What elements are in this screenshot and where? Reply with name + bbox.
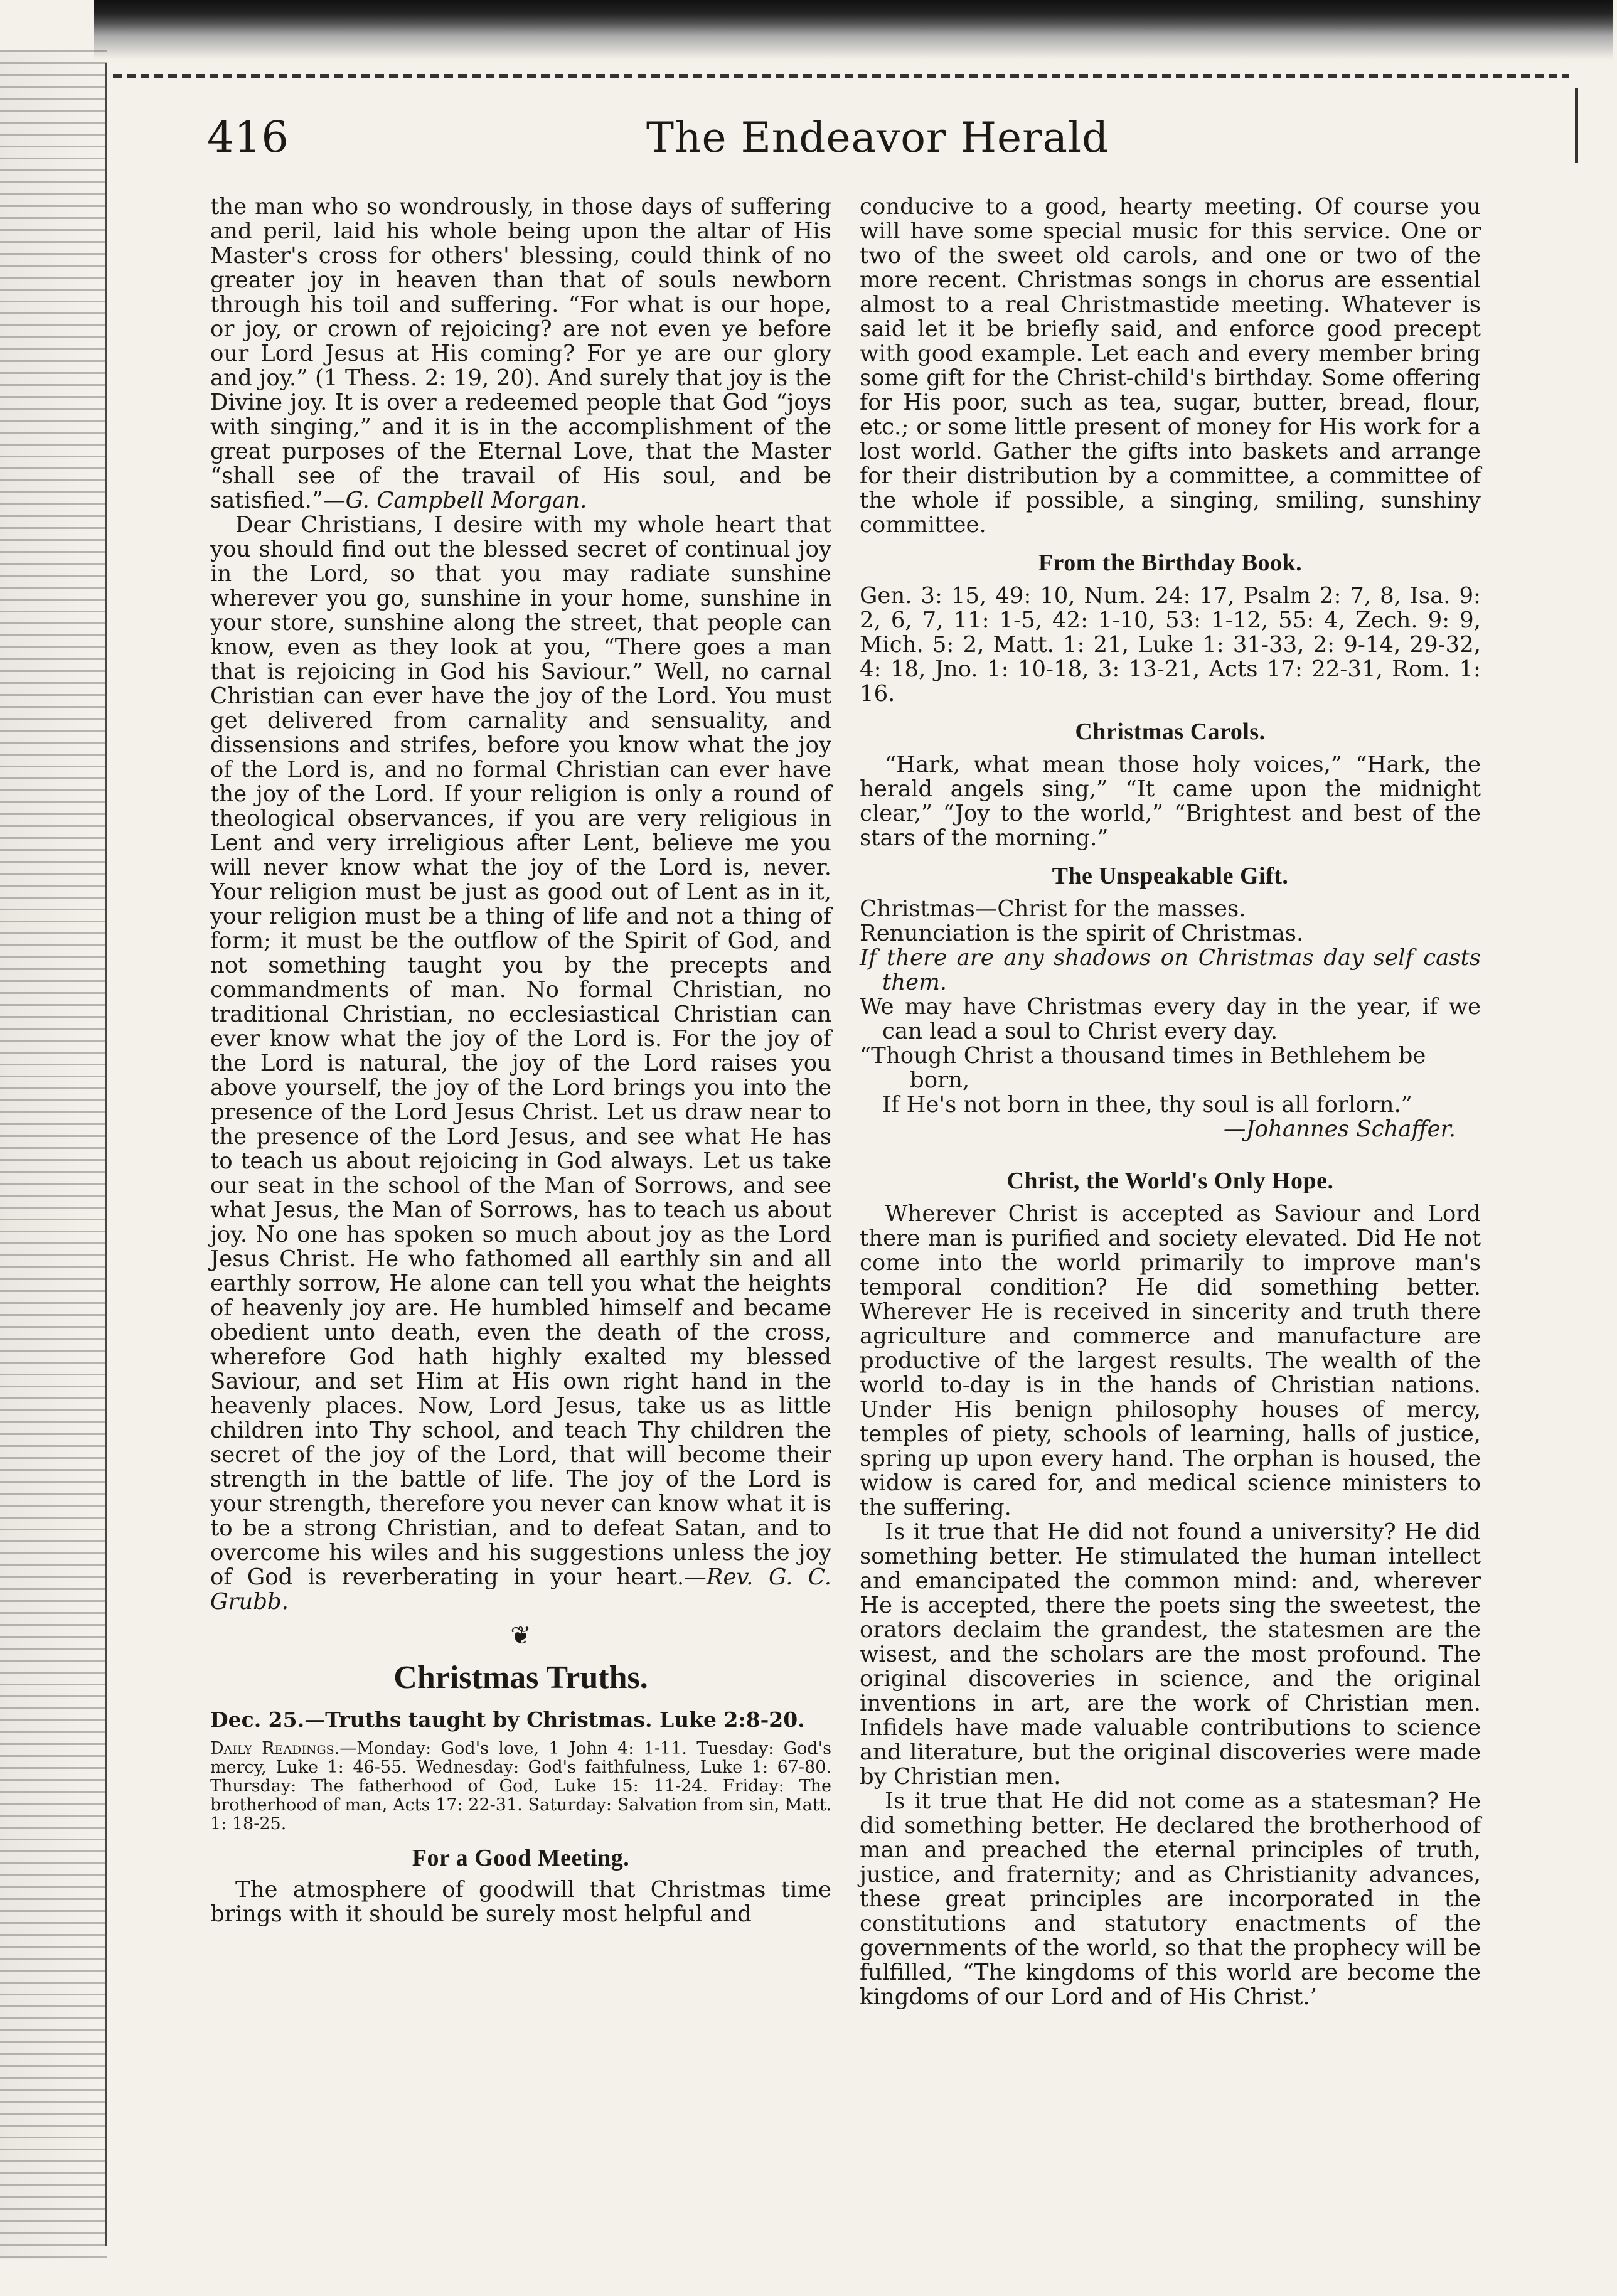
poem-line: born, bbox=[910, 1067, 970, 1093]
gift-line: Christmas—Christ for the masses. bbox=[860, 896, 1246, 922]
paragraph: conducive to a good, hearty meeting. Of course you will have some special music for this service. One or two of the sweet old carols, and one or two of the more recent. Christmas songs in chorus are essential almost to a real Christmastide meeting. Whatever is said let it be briefly said, and enforce good precept with good example. Let each and every member bring some gift for the Christ-child's birthday. Some offering for His poor, such as tea, sugar, butter, bread, flour, etc.; or some little present of money for His work for a lost world. Gather the gifts into baskets and arrange for their distribution by a committee, a committee of the whole if possible, a singing, smiling, sunshiny committee. bbox=[860, 194, 1481, 538]
left-column bbox=[210, 195, 831, 1926]
author: Rev. G. C. Grubb. bbox=[210, 1564, 831, 1615]
author: G. Campbell Morgan. bbox=[345, 488, 587, 513]
running-head-title: The Endeavor Herald bbox=[646, 114, 1109, 162]
right-column bbox=[860, 195, 1481, 2009]
poem-line: “Though Christ a thousand times in Bethlehem be bbox=[860, 1043, 1426, 1069]
paragraph: Wherever Christ is accepted as Saviour and Lord there man is purified and society elevated. Did He not come into the world primarily to improve man's temporal condition? He did something better. Wherever He is received in sincerity and truth there agriculture and commerce and manufacture are productive of the largest results. The wealth of the world to-day is in the hands of Christian nations. Under His benign philosophy houses of mercy, temples of piety, schools of learning, halls of justice, spring up upon every hand. The orphan is housed, the widow is cared for, and medical science ministers to the suffering. bbox=[860, 1201, 1481, 1520]
page-number: 416 bbox=[207, 113, 289, 163]
section-heading: Christmas Truths. bbox=[393, 1660, 648, 1695]
poem-line: If He's not born in thee, thy soul is all forlorn.” bbox=[882, 1092, 1412, 1118]
poem-author: —Johannes Schaffer. bbox=[1223, 1116, 1456, 1142]
ornament-icon: ❦ bbox=[510, 1621, 531, 1650]
scan-left-line bbox=[105, 63, 107, 2246]
gift-line: Renunciation is the spirit of Christmas. bbox=[860, 921, 1304, 946]
daily-readings bbox=[210, 1739, 831, 1834]
readings-text: —Monday: God's love, 1 John 4: 1-11. Tuesday: God's mercy, Luke 1: 46-55. Wednesday: God's faithfulness, Luke 1: 67-80. Thursday: The fatherhood of God, Luke 15: 11-24. Friday: The brotherhood of man, Acts 17: 22-31. Saturday: Salvation from sin, Matt. 1: 18-25. bbox=[210, 1739, 831, 1834]
paragraph bbox=[210, 513, 831, 1614]
subsection-heading: The Unspeakable Gift. bbox=[1052, 863, 1289, 889]
scan-right-mark bbox=[1575, 88, 1578, 163]
scan-top-rule bbox=[113, 74, 1569, 78]
paragraph: Is it true that He did not found a university? He did something better. He stimulated the human intellect and emancipated the common mind: and, wherever He is accepted, there the poets sing the sweetest, the orators declaim the grandest, the statesmen are the wisest, and the scholars are the most profound. The original discoveries in science, and the original inventions in art, are the work of Christian men. Infidels have made valuable contributions to science and literature, but the original discoveries were made by Christian men. bbox=[860, 1519, 1481, 1790]
paragraph: Gen. 3: 15, 49: 10, Num. 24: 17, Psalm 2: 7, 8, Isa. 9: 2, 6, 7, 11: 1-5, 42: 1-10, 53: 1-12, 55: 4, Zech. 9: 9, Mich. 5: 2, Matt. 1: 21, Luke 1: 31-33, 2: 9-14, 29-32, 4: 18, Jno. 1: 10-18, 3: 13-21, Acts 17: 22-31, Rom. 1: 16. bbox=[860, 583, 1481, 707]
subsection-heading: From the Birthday Book. bbox=[1038, 550, 1303, 576]
gift-line: We may have Christmas every day in the year, if we can lead a soul to Christ every day. bbox=[860, 994, 1481, 1044]
scan-left-margin bbox=[0, 50, 107, 2259]
paragraph: The atmosphere of goodwill that Christmas time brings with it should be surely most helpful and bbox=[210, 1877, 831, 1927]
scan-top-edge bbox=[94, 0, 1613, 60]
paragraph: Is it true that He did not come as a statesman? He did something better. He declared the brotherhood of man and preached the eternal principles of truth, justice, and fraternity; and as Christianity advances, these great principles are incorporated in the constitutions and statutory enactments of the governments of the world, so that the prophecy will be fulfilled, “The kingdoms of this world are become the kingdoms of our Lord and of His Christ.’ bbox=[860, 1788, 1481, 2010]
gift-line: If there are any shadows on Christmas day self casts them. bbox=[860, 945, 1481, 995]
subsection-heading: Christ, the World's Only Hope. bbox=[1006, 1168, 1334, 1194]
paragraph: “Hark, what mean those holy voices,” “Hark, the herald angels sing,” “It came upon the midnight clear,” “Joy to the world,” “Brightest and best of the stars of the morning.” bbox=[860, 752, 1481, 851]
paragraph-text: the man who so wondrously, in those days of suffering and peril, laid his whole being upon the altar of His Master's cross for others' blessing, could think of no greater joy in heaven than that of souls newborn through his toil and suffering. “For what is our hope, or joy, or crown of rejoicing? are not even ye before our Lord Jesus at His coming? For ye are our glory and joy.” (1 Thess. 2: 19, 20). And surely that joy is the Divine joy. It is over a redeemed people that God “joys with singing,” and it is in the accomplishment of the great purposes of the Eternal Love, that the Master “shall see of the travail of His soul, and be satisfied.”— bbox=[210, 194, 831, 513]
readings-label: Daily Readings. bbox=[210, 1739, 340, 1758]
lesson-title: Dec. 25.—Truths taught by Christmas. Luke 2:8-20. bbox=[210, 1707, 805, 1732]
subsection-heading: Christmas Carols. bbox=[1075, 718, 1266, 745]
paragraph-text: Dear Christians, I desire with my whole heart that you should find out the blessed secret of continual joy in the Lord, so that you may radiate sunshine wherever you go, sunshine in your home, sunshine in your store, sunshine along the street, that people can know, even as they look at you, “There goes a man that is rejoicing in God his Saviour.” Well, no carnal Christian can ever have the joy of the Lord. You must get delivered from carnality and sensuality, and dissensions and strifes, before you know what the joy of the Lord is, and no formal Christian can ever have the joy of the Lord. If your religion is only a round of theological observances, if you are very religious in Lent and very irreligious after Lent, believe me you will never know what the joy of the Lord is, never. Your religion must be just as good out of Lent as in it, your religion must be a thing of life and not a thing of form; it must be the outflow of the Spirit of God, and not something taught you by the precepts and commandments of man. No formal Christian, no traditional Christian, no ecclesiastical Christian can ever know what the joy of the Lord is. For the joy of the Lord is natural, the joy of the Lord raises you above yourself, the joy of the Lord brings you into the presence of the Lord Jesus Christ. Let us draw near to the presence of the Lord Jesus, and see what He has to teach us about rejoicing in God always. Let us take our seat in the school of the Man of Sorrows, and see what Jesus, the Man of Sorrows, has to teach us about joy. No one has spoken so much about joy as the Lord Jesus Christ. He who fathomed all earthly sin and all earthly sorrow, He alone can tell you what the heights of heavenly joy are. He humbled himself and became obedient unto death, even the death of the cross, wherefore God hath highly exalted my blessed Saviour, and set Him at His own right hand in the heavenly places. Now, Lord Jesus, take us as little children into Thy school, and teach Thy children the secret of the joy of the Lord, that will become their strength in the battle of life. The joy of the Lord is your strength, therefore you never can know what it is to be a strong Christian, and to defeat Satan, and to overcome his wiles and his suggestions unless the joy of God is reverberating in your heart.— bbox=[210, 512, 831, 1590]
paragraph bbox=[210, 195, 831, 513]
subsection-heading: For a Good Meeting. bbox=[412, 1845, 630, 1871]
